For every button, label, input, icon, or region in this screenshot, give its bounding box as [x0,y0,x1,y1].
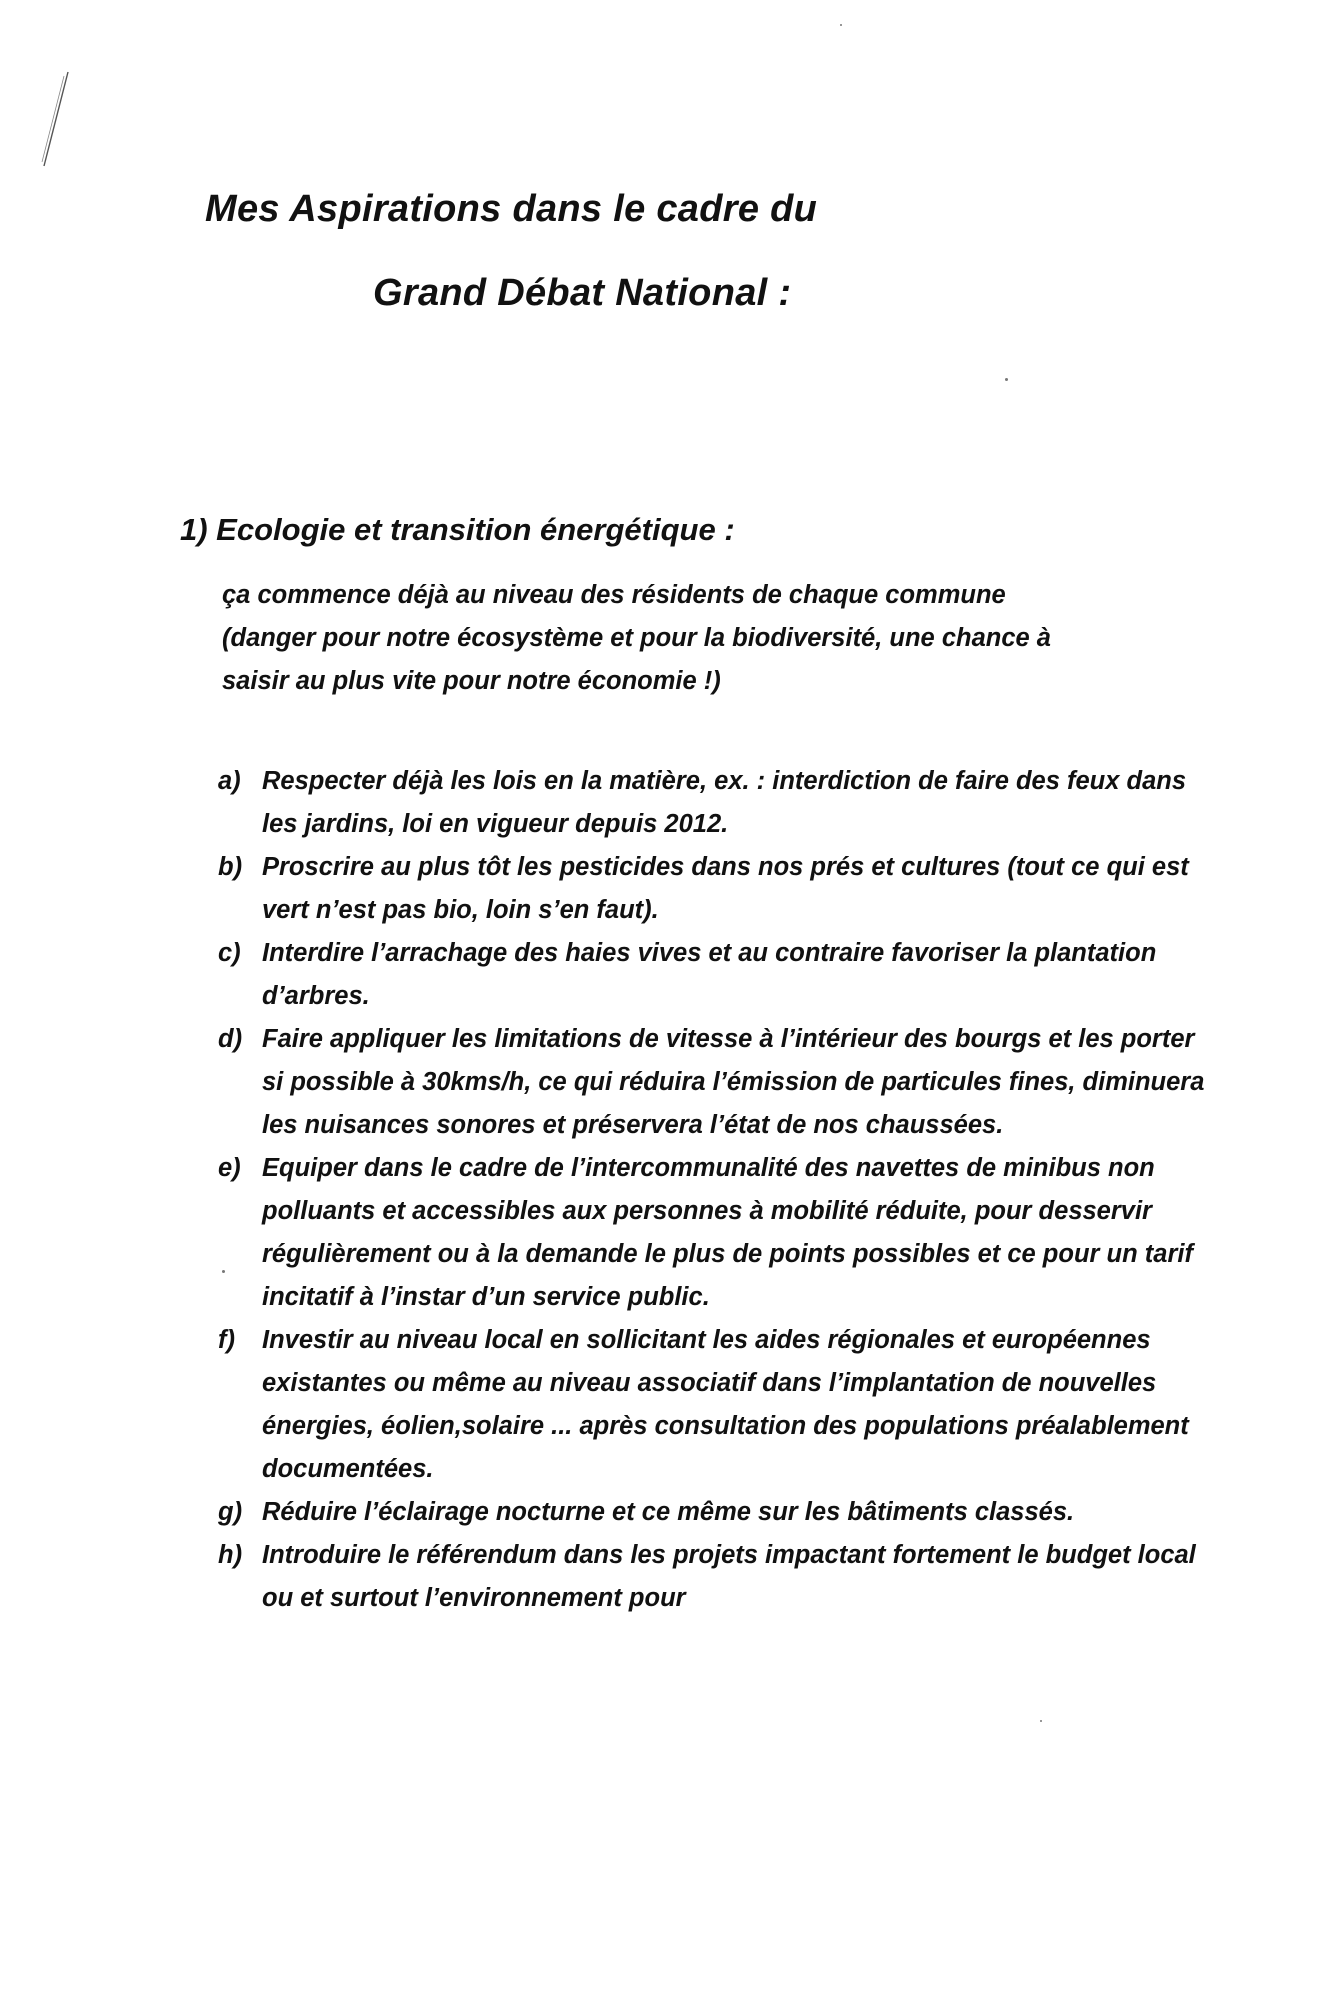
list-item-text: Equiper dans le cadre de l’intercommunalité des navettes de minibus non polluants et accessibles aux personnes à mobilité réduite, pour desservir régulièrement ou à la demande le plus de points possibles et ce pour un tarif incitatif à l’instar d’un service public. [262,1154,1193,1311]
section-heading: 1) Ecologie et transition énergétique : [180,512,735,547]
list-item [218,846,1218,932]
list-item-marker: c) [218,939,241,967]
scan-mark-icon [40,70,70,170]
list-item-marker: d) [218,1025,243,1053]
list-item-marker: f) [218,1326,235,1354]
list-item-marker: e) [218,1154,241,1182]
document-title-line-1: Mes Aspirations dans le cadre du [205,188,818,230]
list-item-text: Investir au niveau local en sollicitant les aides régionales et européennes existantes ou même au niveau associatif dans l’implantation de nouvelles énergies, éolien,solaire ... après consultation des populations préalablement documentées. [262,1326,1189,1483]
scan-speck [840,24,842,26]
scan-speck [1005,378,1008,381]
list-item [218,1147,1218,1319]
section-intro: ça commence déjà au niveau des résidents de chaque commune (danger pour notre écosystème et pour la biodiversité, une chance à saisir au plus vite pour notre économie !) [222,581,1051,695]
list-item-marker: g) [218,1498,243,1526]
scan-speck [1040,1720,1042,1722]
list-item [218,932,1218,1018]
list-item-text: Proscrire au plus tôt les pesticides dans nos prés et cultures (tout ce qui est vert n’est pas bio, loin s’en faut). [262,853,1189,924]
list-item [218,1491,1218,1534]
list-item-marker: h) [218,1541,243,1569]
list-item-text: Respecter déjà les lois en la matière, ex. : interdiction de faire des feux dans les jardins, loi en vigueur depuis 2012. [262,767,1187,838]
proposal-list [218,760,1218,1620]
document-title-line-2: Grand Débat National : [373,272,792,314]
list-item-text: Introduire le référendum dans les projets impactant fortement le budget local ou et surtout l’environnement pour [262,1541,1196,1612]
list-item-text: Faire appliquer les limitations de vitesse à l’intérieur des bourgs et les porter si possible à 30kms/h, ce qui réduira l’émission de particules fines, diminuera les nuisances sonores et préservera l’état de nos chaussées. [262,1025,1205,1139]
list-item [218,1018,1218,1147]
list-item-marker: b) [218,853,243,881]
list-item-text: Interdire l’arrachage des haies vives et au contraire favoriser la plantation d’arbres. [262,939,1157,1010]
list-item-marker: a) [218,767,241,795]
list-item [218,760,1218,846]
scan-speck [222,1270,225,1273]
list-item [218,1319,1218,1491]
list-item-text: Réduire l’éclairage nocturne et ce même sur les bâtiments classés. [262,1498,1075,1526]
list-item [218,1534,1218,1620]
